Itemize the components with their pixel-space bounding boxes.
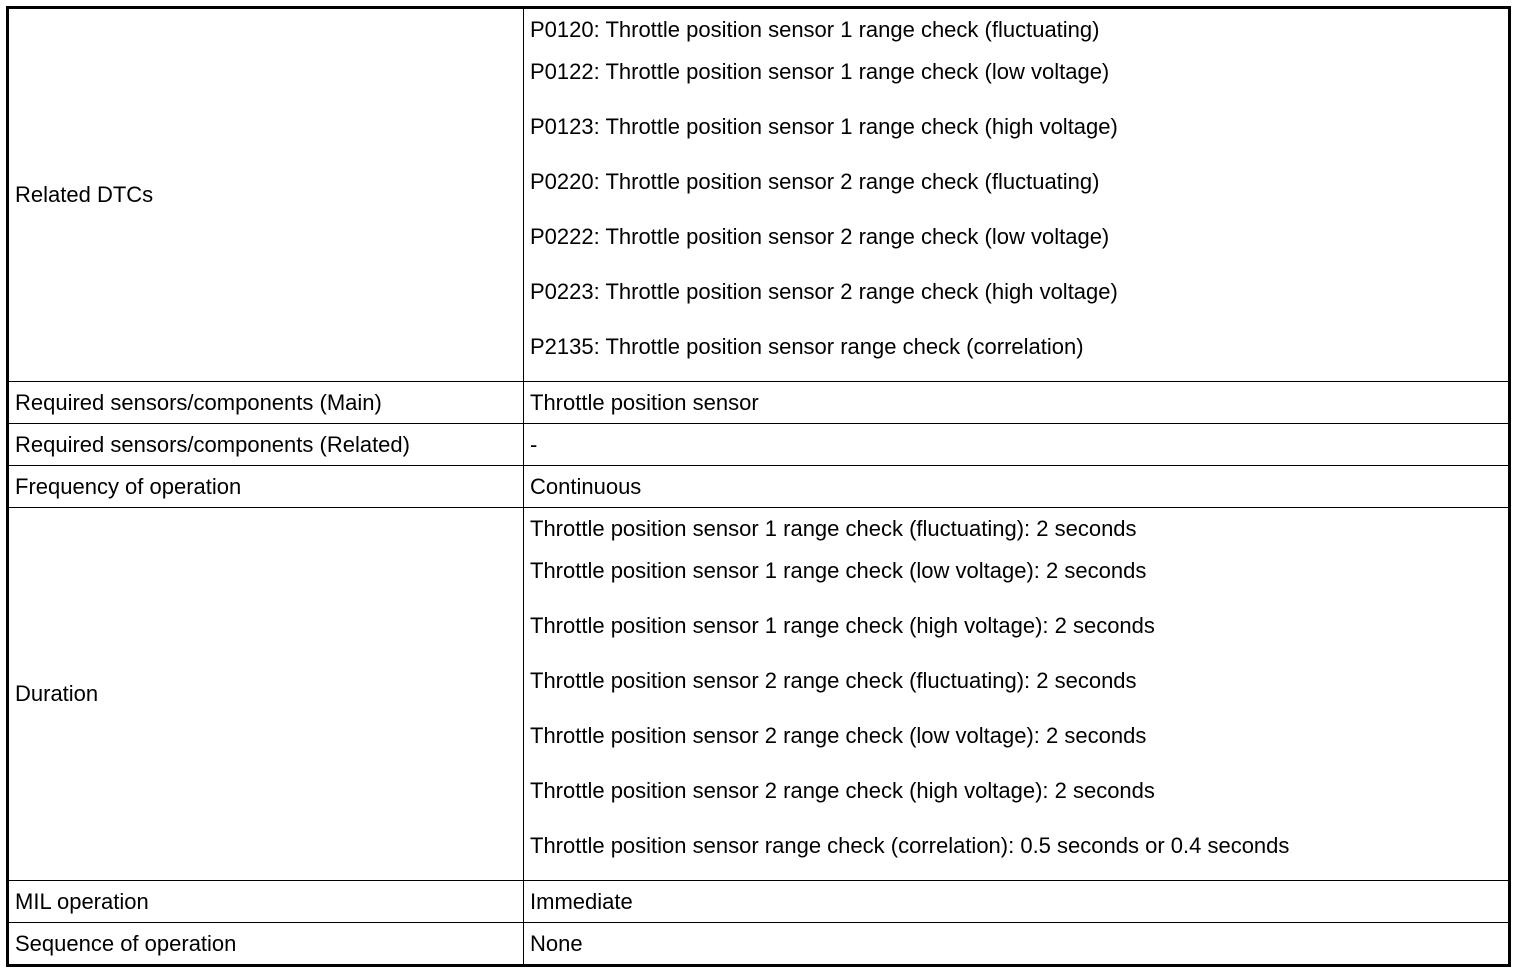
duration-line: Throttle position sensor 2 range check (fluctuating): 2 seconds (530, 668, 1137, 693)
dtc-line: P0222: Throttle position sensor 2 range check (low voltage) (530, 224, 1110, 249)
row-value-related-dtcs (524, 8, 1510, 382)
duration-line: Throttle position sensor range check (correlation): 0.5 seconds or 0.4 seconds (530, 833, 1290, 858)
row-label-duration: Duration (8, 508, 524, 881)
table-row (8, 8, 1510, 382)
monitor-spec-table (6, 6, 1511, 967)
dtc-line: P0220: Throttle position sensor 2 range check (fluctuating) (530, 169, 1100, 194)
duration-line: Throttle position sensor 1 range check (high voltage): 2 seconds (530, 613, 1155, 638)
row-value-mil-operation: Immediate (524, 881, 1510, 923)
duration-line: Throttle position sensor 1 range check (low voltage): 2 seconds (530, 558, 1147, 583)
table-row (8, 382, 1510, 424)
duration-line: Throttle position sensor 2 range check (low voltage): 2 seconds (530, 723, 1147, 748)
row-value-required-main: Throttle position sensor (524, 382, 1510, 424)
table-row (8, 508, 1510, 881)
duration-line: Throttle position sensor 1 range check (fluctuating): 2 seconds (530, 516, 1137, 541)
table-row (8, 466, 1510, 508)
duration-line: Throttle position sensor 2 range check (high voltage): 2 seconds (530, 778, 1155, 803)
table-row (8, 881, 1510, 923)
row-value-required-related: - (524, 424, 1510, 466)
row-label-required-related: Required sensors/components (Related) (8, 424, 524, 466)
row-label-related-dtcs: Related DTCs (8, 8, 524, 382)
row-label-frequency: Frequency of operation (8, 466, 524, 508)
dtc-line: P0120: Throttle position sensor 1 range check (fluctuating) (530, 17, 1100, 42)
row-label-mil-operation: MIL operation (8, 881, 524, 923)
row-value-sequence: None (524, 923, 1510, 966)
table-row (8, 424, 1510, 466)
row-label-sequence: Sequence of operation (8, 923, 524, 966)
table-row (8, 923, 1510, 966)
dtc-line: P0123: Throttle position sensor 1 range check (high voltage) (530, 114, 1118, 139)
row-value-duration (524, 508, 1510, 881)
row-value-frequency: Continuous (524, 466, 1510, 508)
dtc-line: P0223: Throttle position sensor 2 range check (high voltage) (530, 279, 1118, 304)
dtc-line: P0122: Throttle position sensor 1 range check (low voltage) (530, 59, 1110, 84)
dtc-line: P2135: Throttle position sensor range check (correlation) (530, 334, 1084, 359)
row-label-required-main: Required sensors/components (Main) (8, 382, 524, 424)
